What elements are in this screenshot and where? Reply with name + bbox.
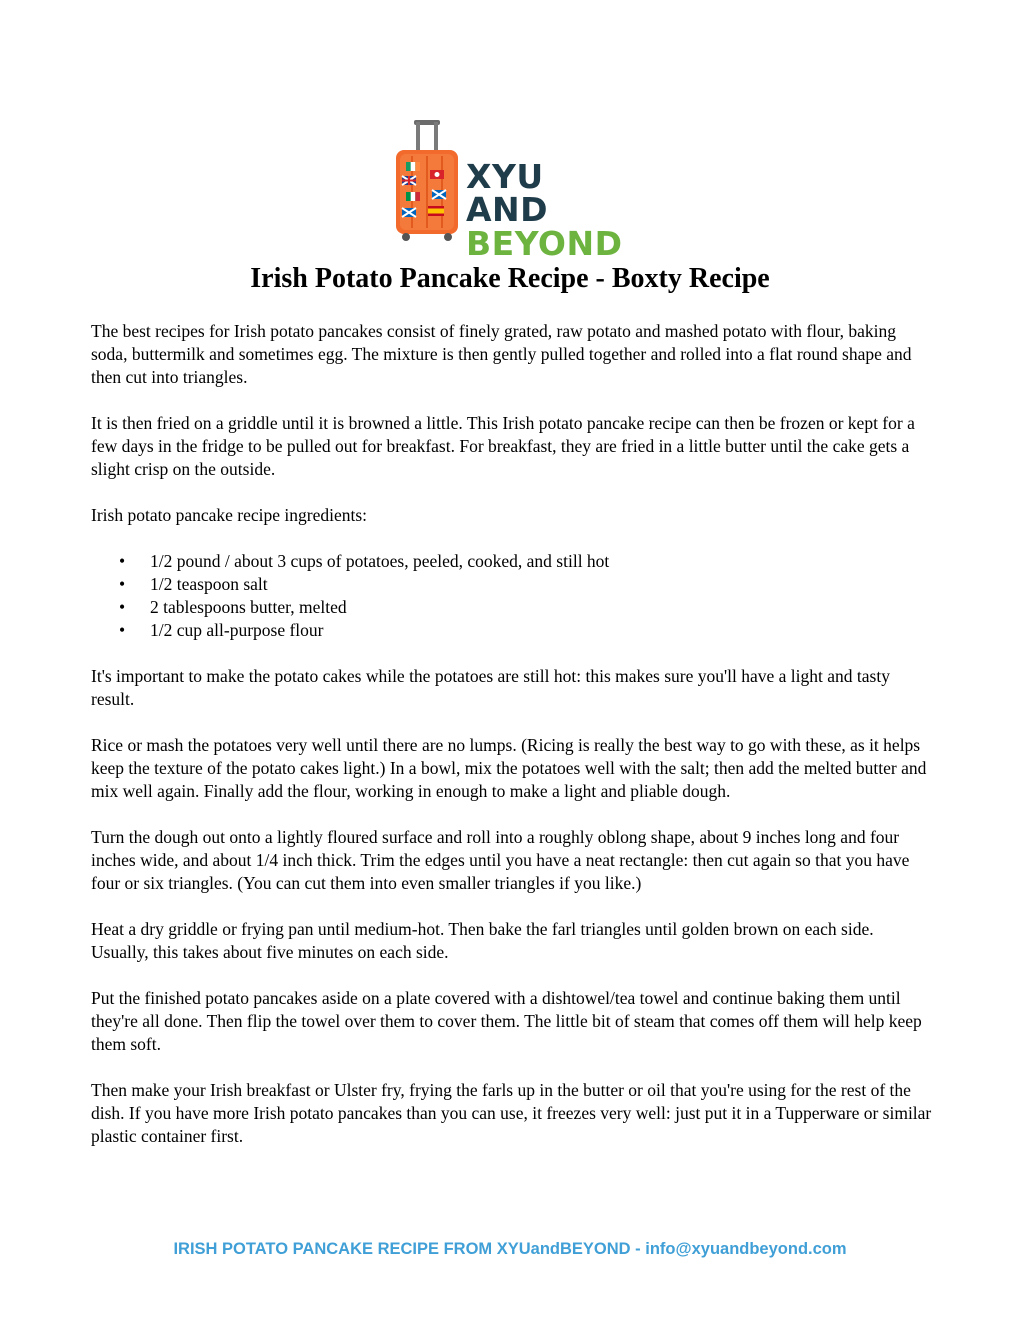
step-paragraph: Heat a dry griddle or frying pan until medium-hot. Then bake the farl triangles until golden brown on each side. Usually, this takes about five minutes on each side. [91,919,874,962]
list-item [119,596,933,619]
intro-paragraph: The best recipes for Irish potato pancakes consist of finely grated, raw potato and mashed potato with flour, baking soda, buttermilk and sometimes egg. The mixture is then gently pulled together and rolled into a flat round shape and then cut into triangles. [91,321,912,387]
ingredient-text: 1/2 pound / about 3 cups of potatoes, peeled, cooked, and still hot [150,551,610,571]
list-item [119,619,933,642]
list-item [119,550,933,573]
page-title: Irish Potato Pancake Recipe - Boxty Recipe [250,263,770,294]
step-paragraph: Put the finished potato pancakes aside on a plate covered with a dishtowel/tea towel and continue baking them until they're all done. Then flip the towel over them to cover them. The little bit of steam that comes off them will help keep them soft. [91,988,922,1054]
site-logo [392,118,632,263]
list-item [119,573,933,596]
step-paragraph: Turn the dough out onto a lightly floured surface and roll into a roughly oblong shape, about 9 inches long and four inches wide, and about 1/4 inch thick. Trim the edges until you have a neat rectangle: then cut again so that you have four or six triangles. (You can cut them into even smaller triangles if you like.) [91,827,910,893]
step-paragraph: Rice or mash the potatoes very well until there are no lumps. (Ricing is really the best way to go with these, as it helps keep the texture of the potato cakes light.) In a bowl, mix the potatoes well with the salt; then add the melted butter and mix well again. Finally add the flour, working in enough to make a light and pliable dough. [91,735,927,801]
step-paragraph: It's important to make the potato cakes while the potatoes are still hot: this makes sure you'll have a light and tasty result. [91,666,890,709]
page-footer: IRISH POTATO PANCAKE RECIPE FROM XYUandBEYOND - info@xyuandbeyond.com [173,1240,847,1258]
logo-line-1: XYU AND [466,157,549,229]
bullet-icon: • [119,597,126,617]
ingredients-heading: Irish potato pancake recipe ingredients: [91,505,368,525]
ingredients-list [91,550,933,642]
ingredient-text: 1/2 cup all-purpose flour [150,620,324,640]
recipe-body [91,320,933,1171]
ingredient-text: 2 tablespoons butter, melted [150,597,347,617]
step-paragraph: Then make your Irish breakfast or Ulster fry, frying the farls up in the butter or oil that you're using for the rest of the dish. If you have more Irish potato pancakes than you can use, it freezes very well: just put it in a Tupperware or similar plastic container first. [91,1080,932,1146]
bullet-icon: • [119,551,126,571]
ingredient-text: 1/2 teaspoon salt [150,574,268,594]
suitcase-icon [392,118,464,242]
logo-wordmark [466,157,632,263]
intro-paragraph: It is then fried on a griddle until it is browned a little. This Irish potato pancake recipe can then be frozen or kept for a few days in the fridge to be pulled out for breakfast. For breakfast, they are fried in a little butter until the cake gets a slight crisp on the outside. [91,413,915,479]
bullet-icon: • [119,620,126,640]
bullet-icon: • [119,574,126,594]
logo-line-2: BEYOND [466,224,623,263]
